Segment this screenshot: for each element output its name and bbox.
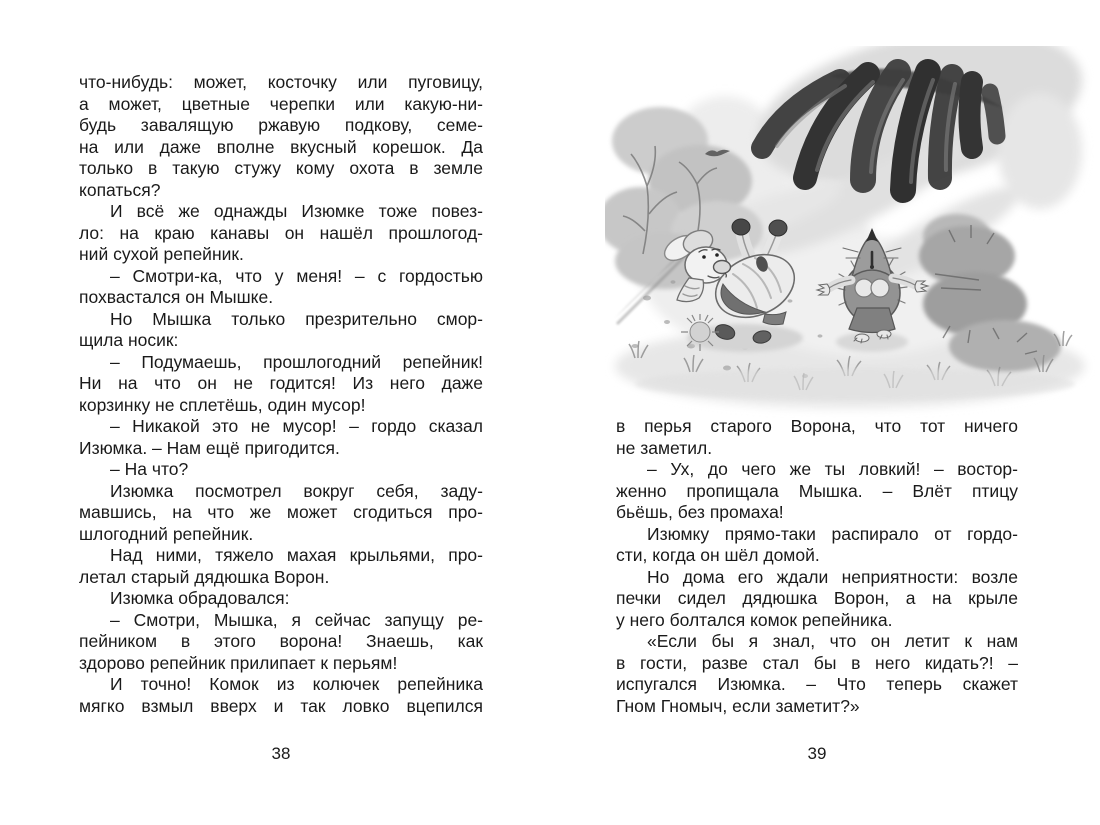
text-line: шлогодний репейник. [79, 523, 254, 544]
text-line: пейником в этого ворона! Знаешь, как [79, 631, 483, 651]
text-line: – Подумаешь, прошлогодний репейник! [110, 351, 483, 372]
text-line: – Никакой это не мусор! – гордо сказал [110, 416, 483, 436]
text-line: женно пропищала Мышка. – Влёт птицу [616, 480, 1018, 501]
text-line: щила носик: [79, 330, 179, 350]
text-line: похвастался он Мышке. [79, 287, 274, 307]
text-line: на или даже вполне вкусный корешок. Да [79, 136, 483, 157]
text-line: – Смотри-ка, что у меня! – с гордостью [110, 265, 483, 286]
story-illustration [605, 46, 1095, 418]
text-line: корзинку не сплетёшь, один мусор! [79, 394, 366, 415]
mole-shadow [836, 332, 908, 352]
text-line: Изюмка посмотрел вокруг себя, заду- [110, 480, 483, 501]
text-line: копаться? [79, 179, 161, 200]
text-line: летал старый дядюшка Ворон. [79, 566, 330, 587]
text-line: Изюмку прямо-таки распирало от гордо- [647, 523, 1018, 544]
text-line: у него болтался комок репейника. [616, 609, 893, 630]
text-line: будь завалящую ржавую подкову, семе- [79, 115, 483, 135]
text-line: сти, когда он шёл домой. [616, 545, 820, 565]
text-line: Над ними, тяжело махая крыльями, про- [110, 545, 483, 565]
text-line: что-нибудь: может, косточку или пуговицу, [79, 72, 483, 92]
text-line: «Если бы я знал, что он летит к нам [647, 631, 1018, 651]
text-line: испугался Изюмка. – Что теперь скажет [616, 674, 1018, 694]
text-line: И точно! Комок из колючек репейника [110, 674, 483, 694]
text-line: только в такую стужу кому охота в земле [79, 158, 483, 178]
text-line: бьёшь, без промаха! [616, 502, 784, 522]
page-number-right: 39 [807, 744, 827, 763]
text-line: ний сухой репейник. [79, 244, 244, 264]
text-line: в гости, разве стал бы в него кидать?! – [616, 652, 1018, 673]
text-line: Гном Гномыч, если заметит?» [616, 695, 860, 716]
text-line: в перья старого Ворона, что тот ничего [616, 416, 1018, 436]
text-line: – Ух, до чего же ты ловкий! – востор- [647, 459, 1018, 479]
text-line: мягко взмыл вверх и так ловко вцепился [79, 695, 483, 716]
text-line: И всё же однажды Изюмке тоже повез- [110, 201, 483, 221]
text-line: здорово репейник прилипает к перьям! [79, 652, 398, 673]
text-line: Но Мышка только презрительно смор- [110, 308, 483, 329]
text-line: Изюмка. – Нам ещё пригодится. [79, 437, 340, 458]
text-line: мавшись, на что же может сгодиться про- [79, 502, 483, 522]
right-page-text [616, 416, 1018, 717]
text-line: а может, цветные черепки или какую-ни- [79, 93, 483, 114]
left-page-text [79, 72, 483, 717]
text-line: Ни на что он не годится! Из него даже [79, 373, 483, 393]
text-line: Но дома его ждали неприятности: возле [647, 566, 1018, 587]
text-line: не заметил. [616, 437, 713, 458]
text-line: – На что? [110, 459, 189, 479]
page-number-left: 38 [271, 744, 291, 763]
text-line: печки сидел дядюшка Ворон, а на крыле [616, 588, 1018, 608]
text-line: – Смотри, Мышка, я сейчас запущу ре- [110, 609, 483, 630]
text-line: ло: на краю канавы он нашёл прошлогод- [79, 222, 483, 243]
text-line: Изюмка обрадовался: [110, 588, 290, 608]
